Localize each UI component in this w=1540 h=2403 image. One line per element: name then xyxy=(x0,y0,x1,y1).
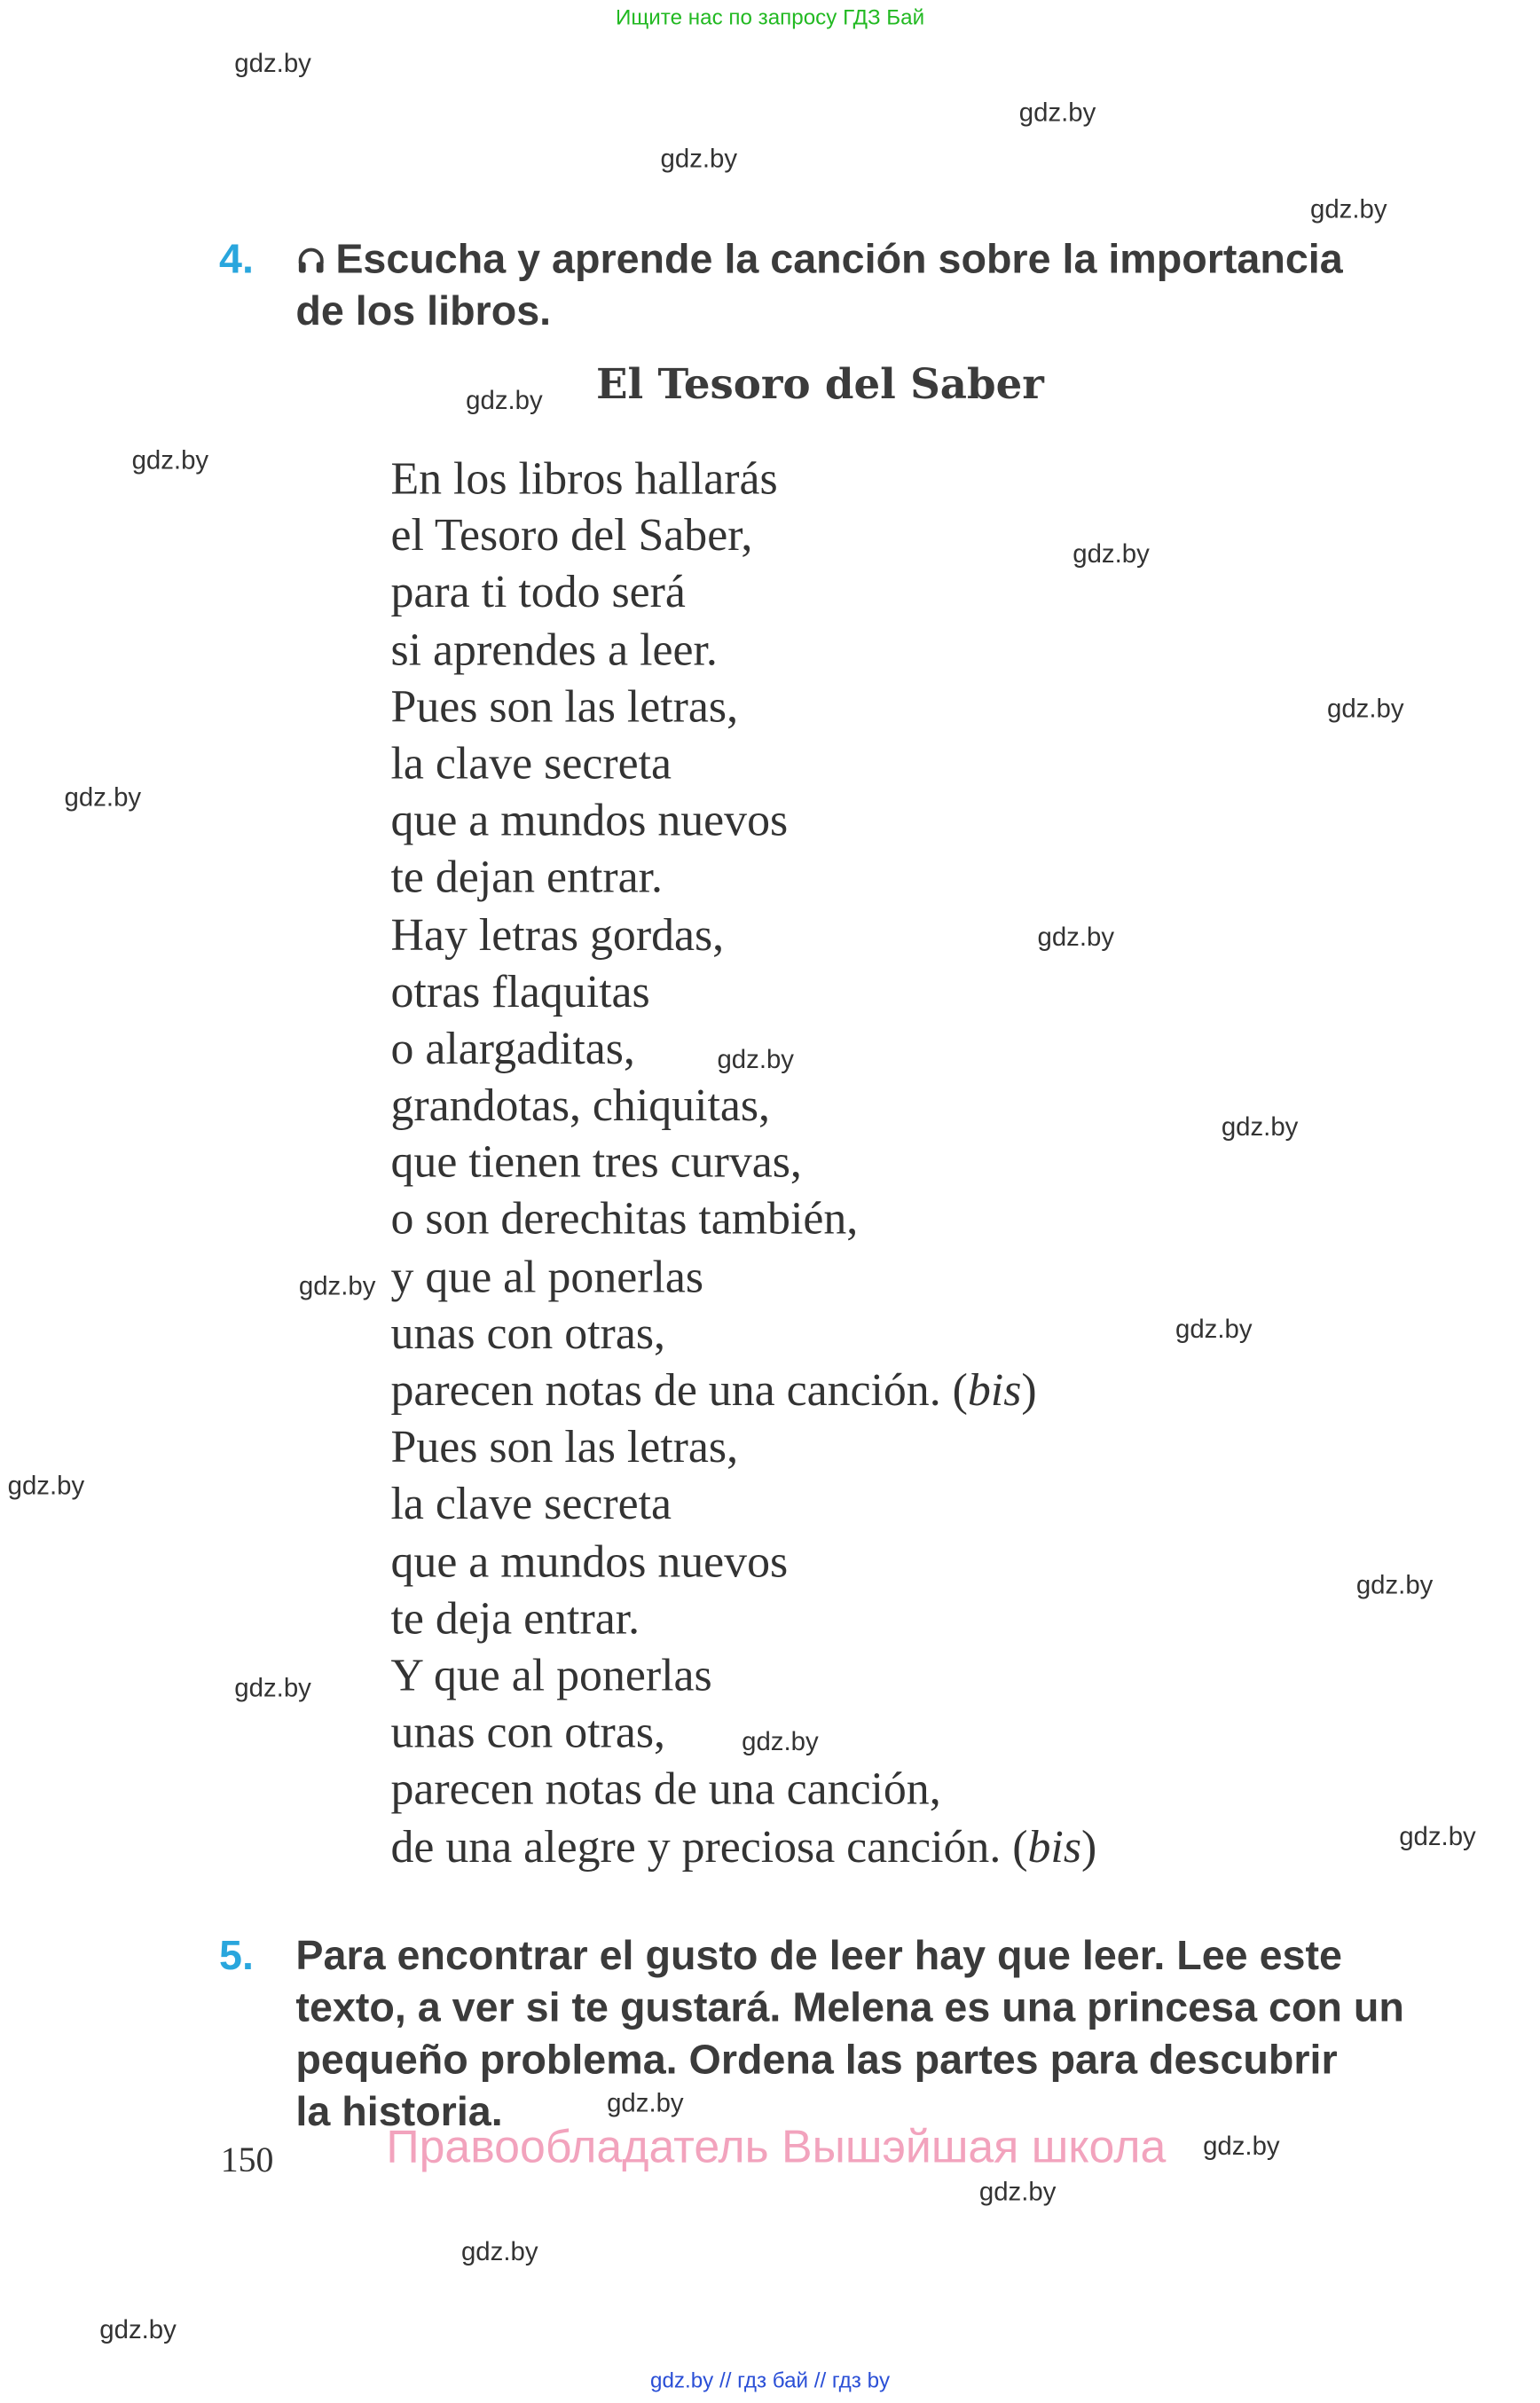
watermark: gdz.by xyxy=(1037,922,1115,952)
watermark: gdz.by xyxy=(7,1471,85,1501)
watermark: gdz.by xyxy=(1175,1315,1253,1345)
watermark: gdz.by xyxy=(1327,694,1404,724)
verse-line: te dejan entrar. xyxy=(390,852,664,904)
verse-line: te deja entrar. xyxy=(390,1593,640,1645)
watermark: gdz.by xyxy=(1355,1570,1434,1600)
verse-line: Pues son las letras, xyxy=(390,681,739,733)
watermark: gdz.by xyxy=(1018,98,1096,128)
task-line: pequeño problema. Ordena las partes para descubrir xyxy=(295,2036,1338,2083)
verse-line: el Tesoro del Saber, xyxy=(390,510,753,561)
watermark: gdz.by xyxy=(1221,1112,1299,1142)
watermark: gdz.by xyxy=(234,1673,311,1703)
watermark: gdz.by xyxy=(99,2315,177,2345)
verse-line: para ti todo será xyxy=(390,567,686,618)
repeat-close: ) xyxy=(1080,1821,1097,1873)
watermark: gdz.by xyxy=(660,144,738,174)
watermark: gdz.by xyxy=(466,386,543,416)
watermark: gdz.by xyxy=(298,1271,376,1301)
watermark: gdz.by xyxy=(1072,539,1150,569)
watermark: gdz.by xyxy=(1310,194,1387,224)
task-line: Para encontrar el gusto de leer hay que leer. Lee este xyxy=(295,1932,1342,1979)
verse-line: En los libros hallarás xyxy=(390,453,778,505)
watermark: gdz.by xyxy=(234,49,311,79)
watermark: gdz.by xyxy=(460,2237,538,2266)
verse-line: Pues son las letras, xyxy=(390,1422,739,1473)
watermark: gdz.by xyxy=(1399,1821,1476,1851)
song-lyrics xyxy=(391,451,1097,1875)
watermark: gdz.by xyxy=(978,2177,1057,2207)
verse-line: la clave secreta xyxy=(390,1479,672,1530)
repeat-close: ) xyxy=(1021,1365,1037,1417)
task-instructions xyxy=(295,233,1342,337)
task-instructions xyxy=(295,1929,1403,2138)
task-number: 4. xyxy=(219,236,254,282)
verse-line: la clave secreta xyxy=(390,738,672,789)
song-title: El Tesoro del Saber xyxy=(595,361,1044,410)
search-banner: Ищите нас по запросу ГДЗ Бай xyxy=(615,4,925,29)
verse-text: parecen notas de una canción. ( xyxy=(390,1365,968,1417)
task-line-text: Escucha y aprende la canción sobre la importancia xyxy=(335,236,1343,282)
repeat-mark: bis xyxy=(967,1365,1022,1417)
verse-line: y que al ponerlas xyxy=(390,1251,704,1302)
verse-line: parecen notas de una canción, xyxy=(390,1763,941,1815)
watermark: gdz.by xyxy=(717,1045,795,1074)
watermark: gdz.by xyxy=(1203,2131,1280,2161)
watermark: gdz.by xyxy=(742,1726,819,1756)
verse-line: unas con otras, xyxy=(390,1308,665,1359)
page-number: 150 xyxy=(220,2140,274,2179)
watermark: gdz.by xyxy=(131,445,209,475)
task-line: texto, a ver si te gustará. Melena es una princesa con un xyxy=(295,1984,1404,2030)
verse-line: si aprendes a leer. xyxy=(390,624,718,676)
verse-line: Hay letras gordas, xyxy=(390,909,725,961)
verse-line: que tienen tres curvas, xyxy=(390,1137,802,1189)
watermark: gdz.by xyxy=(607,2088,684,2118)
task-number: 5. xyxy=(219,1932,254,1979)
task-line: de los libros. xyxy=(295,287,552,334)
task-line xyxy=(295,233,1342,286)
repeat-mark: bis xyxy=(1027,1821,1081,1873)
verse-line: grandotas, chiquitas, xyxy=(390,1080,770,1132)
verse-line: o alargaditas, xyxy=(390,1023,635,1074)
verse-line xyxy=(391,1818,1097,1875)
verse-line: que a mundos nuevos xyxy=(390,1535,789,1587)
verse-line: o son derechitas también, xyxy=(390,1194,859,1245)
verse-text: de una alegre y preciosa canción. ( xyxy=(390,1821,1028,1873)
task-line: la historia. xyxy=(295,2088,503,2135)
verse-line: unas con otras, xyxy=(390,1707,665,1758)
headphones-icon xyxy=(295,245,326,276)
verse-line: otras flaquitas xyxy=(390,966,650,1017)
watermark: gdz.by xyxy=(64,782,142,813)
copyright-notice: Правообладатель Вышэйшая школа xyxy=(386,2122,1167,2173)
verse-line xyxy=(391,1362,1097,1419)
footer-links[interactable]: gdz.by // гдз бай // гдз by xyxy=(649,2367,891,2392)
verse-line: Y que al ponerlas xyxy=(390,1650,712,1701)
verse-line: que a mundos nuevos xyxy=(390,795,789,846)
